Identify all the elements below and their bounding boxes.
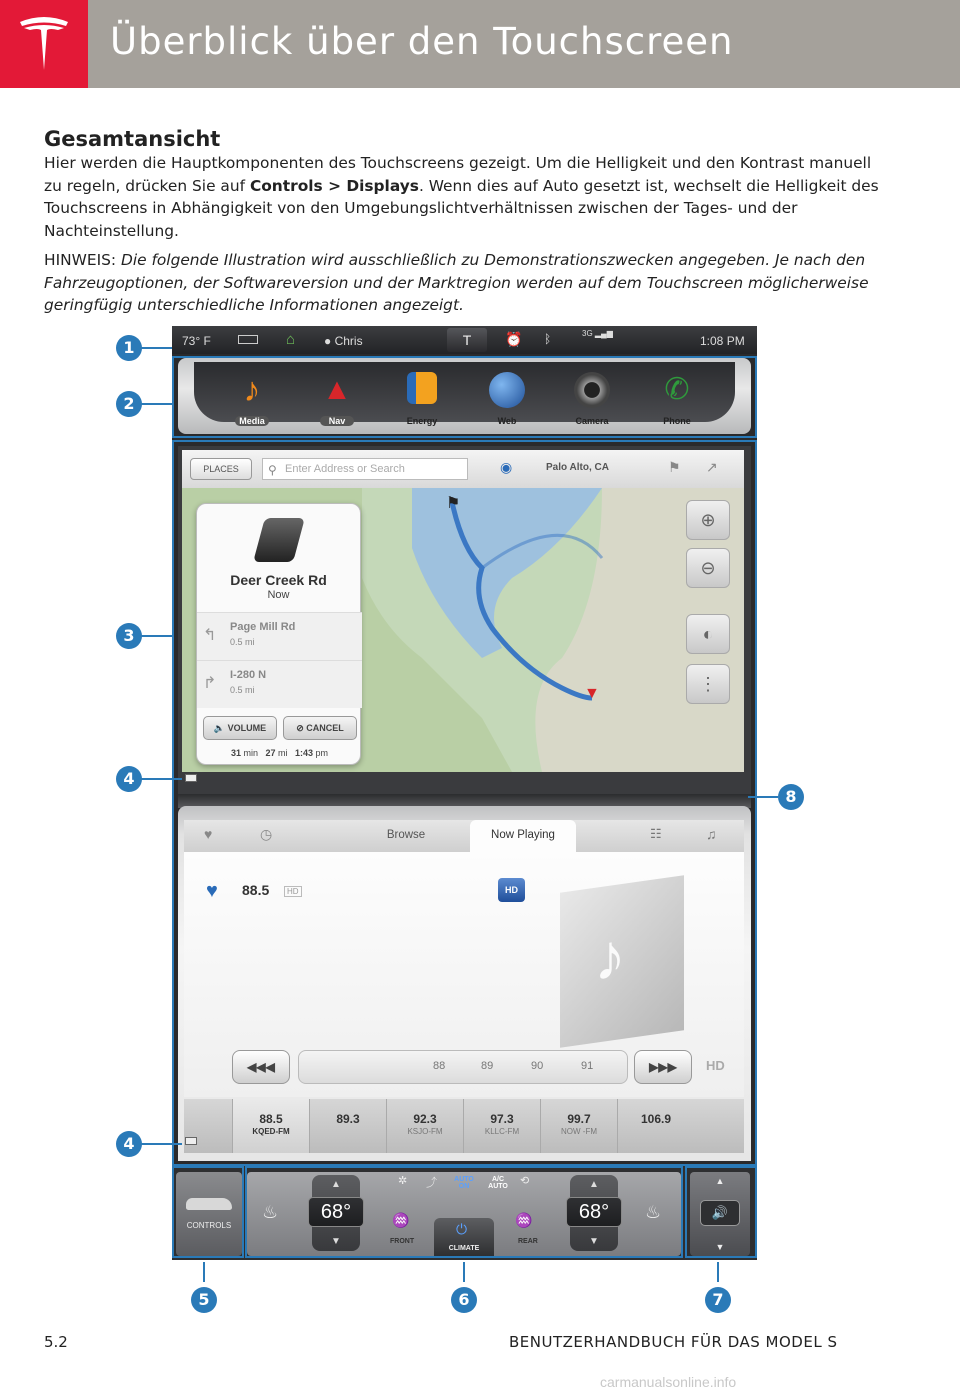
callout-3: 3	[116, 623, 142, 649]
chevron-up-icon[interactable]: ▲	[715, 1176, 725, 1186]
turn-right-icon: ↱	[203, 675, 217, 692]
leader-line	[140, 347, 172, 349]
destination-flag-icon[interactable]: ⚑	[668, 459, 681, 475]
equalizer-icon[interactable]: ☷	[650, 826, 662, 841]
fan-icon[interactable]: ✲	[398, 1175, 408, 1187]
controls-path: Controls > Displays	[249, 176, 419, 195]
signal-icon: 3G ▂▄▆	[582, 329, 613, 338]
callout-frame-apps	[172, 356, 757, 438]
tesla-menu-button[interactable]: T	[447, 328, 487, 352]
favorites-icon[interactable]: ♥	[204, 826, 213, 842]
app-web[interactable]: Web	[472, 372, 542, 408]
leader-line	[717, 1262, 719, 1282]
leader-line	[140, 403, 172, 405]
cancel-button[interactable]: ⊘ CANCEL	[283, 716, 357, 740]
leader-line	[140, 635, 172, 637]
places-button[interactable]: PLACES	[190, 458, 252, 480]
manual-title: BENUTZERHANDBUCH FÜR DAS MODEL S	[509, 1333, 838, 1351]
app-nav[interactable]: ▲ Nav	[302, 372, 372, 408]
preset-station[interactable]: 92.3 KSJO-FM	[386, 1099, 463, 1153]
phone-icon: ✆	[664, 373, 690, 406]
home-icon: ⌂	[286, 331, 296, 348]
app-energy[interactable]: Energy	[387, 372, 457, 404]
tab-now-playing[interactable]: Now Playing	[470, 820, 576, 852]
callout-8: 8	[778, 784, 804, 810]
chevron-up-icon[interactable]: ▲	[331, 1179, 341, 1190]
callout-frame-display	[172, 440, 757, 1166]
search-icon: ⚲	[268, 463, 277, 477]
ac-auto-label[interactable]: A/C AUTO	[488, 1176, 508, 1190]
callout-frame-climate	[245, 1166, 683, 1258]
preset-station[interactable]: 88.5 KQED-FM	[232, 1099, 309, 1153]
svg-text:⚑: ⚑	[446, 495, 461, 512]
rear-defrost-label: REAR	[518, 1238, 538, 1245]
seek-back-button[interactable]: ◀◀◀	[232, 1050, 290, 1084]
app-media[interactable]: ♪ Media	[217, 372, 287, 408]
route-step[interactable]: ↰ Page Mill Rd 0.5 mi	[197, 612, 362, 660]
leader-line	[463, 1262, 465, 1282]
controls-button[interactable]: CONTROLS	[176, 1172, 242, 1256]
preset-station[interactable]: 99.7 NOW -FM	[540, 1099, 617, 1153]
auto-on-label[interactable]: AUTO ON	[454, 1176, 474, 1190]
note-paragraph: HINWEIS: Die folgende Illustration wird ausschließlich zu Demonstrationszwecken angegeben. Je nach den Fahrzeugoptionen, der Softwareversion und der Marktregion werden auf dem Touchscreen möglicherweise geringfügig unterschiedliche Informationen angezeigt.	[44, 251, 869, 314]
turn-left-icon: ↰	[203, 627, 217, 644]
tab-browse[interactable]: Browse	[386, 829, 426, 841]
eta-summary: 31 min 27 mi 1:43 pm	[230, 748, 329, 758]
current-station: 88.5	[242, 882, 270, 898]
hd-badge-icon: HD	[284, 886, 302, 897]
music-note-icon: ♪	[243, 371, 261, 409]
front-defrost-icon[interactable]: ♒	[392, 1212, 410, 1228]
leader-line	[203, 1262, 205, 1282]
intro-paragraph: Hier werden die Hauptkomponenten des Touchscreens gezeigt. Um die Helligkeit und den Kontrast manuell zu regeln, drücken Sie auf Controls > Displays. Wenn dies auf Auto gesetzt ist, wechselt die Helligkeit des Touchscreens in Abhängigkeit von den Umgebungslichtverhältnissen zwischen der Tages- und der Nachteinstellung.	[44, 154, 879, 240]
recirculate-icon[interactable]: ⟲	[520, 1175, 530, 1187]
hd-logo-icon: HD	[706, 1058, 725, 1073]
battery-icon	[238, 335, 258, 344]
seat-heater-icon[interactable]: ♨	[262, 1202, 279, 1222]
tesla-t-icon	[16, 14, 72, 74]
chevron-down-icon[interactable]: ▼	[589, 1236, 599, 1247]
callout-4: 4	[116, 1131, 142, 1157]
tesla-logo	[0, 0, 88, 88]
favorite-station-icon[interactable]: ♥	[206, 880, 218, 902]
callout-4: 4	[116, 766, 142, 792]
current-road-when: Now	[267, 589, 290, 601]
history-icon[interactable]: ◷	[260, 826, 273, 842]
section-heading: Gesamtansicht	[44, 127, 221, 151]
volume-button[interactable]: 🔈 VOLUME	[203, 716, 277, 740]
route-icon[interactable]: ↗	[706, 459, 718, 475]
front-defrost-label: FRONT	[390, 1238, 415, 1245]
map-location: Palo Alto, CA	[546, 462, 609, 473]
seek-forward-button[interactable]: ▶▶▶	[634, 1050, 692, 1084]
music-note-icon: ♪	[594, 918, 626, 995]
callout-5: 5	[191, 1287, 217, 1313]
app-phone[interactable]: ✆ Phone	[642, 372, 712, 408]
seat-heater-icon[interactable]: ♨	[645, 1202, 662, 1222]
route-step[interactable]: ↱ I-280 N 0.5 mi	[197, 660, 362, 708]
status-bar	[172, 326, 757, 354]
nav-arrow-icon: ▲	[322, 373, 352, 406]
location-icon[interactable]: ◉	[500, 459, 513, 475]
app-camera[interactable]: Camera	[557, 372, 627, 408]
airflow-icon[interactable]: ⤴	[426, 1177, 437, 1189]
alarm-icon: ⏰	[505, 331, 523, 347]
preset-station[interactable]: 89.3	[309, 1099, 386, 1153]
current-road: Deer Creek Rd	[230, 572, 327, 588]
leader-line	[140, 778, 182, 780]
zoom-out-button[interactable]: ⊖	[686, 548, 730, 588]
callout-6: 6	[451, 1287, 477, 1313]
chevron-down-icon[interactable]: ▼	[715, 1242, 725, 1252]
passenger-temp-control[interactable]: ▲ 68° ▼	[570, 1175, 618, 1251]
driver-profile: ● Chris	[324, 334, 363, 348]
svg-text:▼: ▼	[584, 685, 600, 702]
chevron-down-icon[interactable]: ▼	[331, 1236, 341, 1247]
leader-line	[140, 1143, 182, 1145]
driver-temp-control[interactable]: ▲ 68° ▼	[312, 1175, 360, 1251]
leader-line	[748, 796, 778, 798]
watermark: carmanualsonline.info	[600, 1374, 737, 1390]
bluetooth-icon: ᛒ	[544, 332, 552, 346]
preset-station[interactable]: 106.9	[617, 1099, 694, 1153]
playlist-icon[interactable]: ♫	[706, 826, 717, 842]
callout-1: 1	[116, 335, 142, 361]
page-title: Überblick über den Touchscreen	[110, 20, 734, 63]
search-input[interactable]: ⚲ Enter Address or Search	[262, 458, 468, 480]
callout-frame-controls	[172, 1166, 244, 1258]
zoom-in-button[interactable]: ⊕	[686, 500, 730, 540]
climate-button[interactable]: ⏻ CLIMATE	[434, 1218, 494, 1256]
tuning-dial[interactable]: 88 89 90 91	[298, 1050, 628, 1084]
callout-2: 2	[116, 391, 142, 417]
page-number: 5.2	[44, 1333, 68, 1351]
map-globe-button[interactable]: ◐	[686, 614, 730, 654]
rear-defrost-icon[interactable]: ♒	[515, 1212, 533, 1228]
clock: 1:08 PM	[700, 334, 745, 348]
power-icon: ⏻	[456, 1221, 468, 1237]
callout-frame-volume	[685, 1166, 757, 1258]
outside-temp: 73° F	[182, 334, 211, 348]
traffic-button[interactable]: ⋮	[686, 664, 730, 704]
chevron-up-icon[interactable]: ▲	[589, 1179, 599, 1190]
hd-radio-button[interactable]: HD	[498, 878, 525, 902]
speaker-icon: 🔊	[700, 1200, 740, 1226]
callout-7: 7	[705, 1287, 731, 1313]
preset-station[interactable]: 97.3 KLLC-FM	[463, 1099, 540, 1153]
